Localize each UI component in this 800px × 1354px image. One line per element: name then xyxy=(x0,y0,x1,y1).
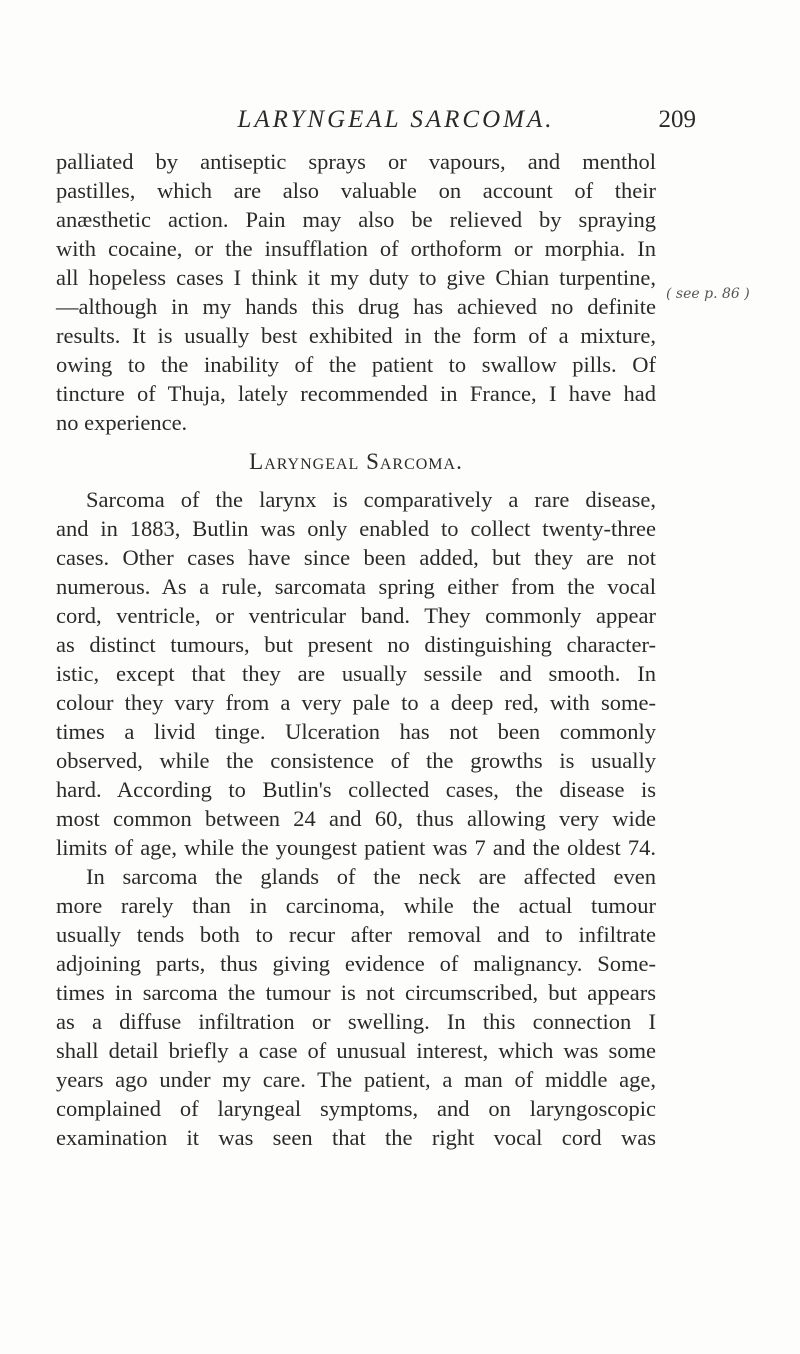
handwritten-margin-note: ( see p. 86 ) xyxy=(666,286,750,302)
text-line: times a livid tinge. Ulceration has not been commonly xyxy=(56,719,656,744)
text-line: all hopeless cases I think it my duty to give Chian turpentine, xyxy=(56,265,656,290)
text-line: most common between 24 and 60, thus allowing very wide xyxy=(56,806,656,831)
text-line: adjoining parts, thus giving evidence of malignancy. Some- xyxy=(56,951,656,976)
text-line: complained of laryngeal symptoms, and on laryngoscopic xyxy=(56,1096,656,1121)
running-title: LARYNGEAL SARCOMA. xyxy=(237,106,555,133)
text-line: as distinct tumours, but present no distinguishing character- xyxy=(56,632,656,657)
text-line: In sarcoma the glands of the neck are affected even xyxy=(86,864,656,889)
text-line: with cocaine, or the insufflation of orthoform or morphia. In xyxy=(56,236,656,261)
text-line: results. It is usually best exhibited in the form of a mixture, xyxy=(56,323,656,348)
body-text xyxy=(56,147,656,1152)
section-heading: Laryngeal Sarcoma. xyxy=(249,449,463,474)
text-line: colour they vary from a very pale to a deep red, with some- xyxy=(56,690,656,715)
text-line: examination it was seen that the right vocal cord was xyxy=(56,1125,656,1150)
text-line: years ago under my care. The patient, a man of middle age, xyxy=(56,1067,656,1092)
text-line: hard. According to Butlin's collected cases, the disease is xyxy=(56,777,656,802)
paragraph-sarcoma-intro xyxy=(56,485,656,862)
text-line: anæsthetic action. Pain may also be relieved by spraying xyxy=(56,207,656,232)
text-line: owing to the inability of the patient to swallow pills. Of xyxy=(56,352,656,377)
text-line: usually tends both to recur after removal and to infiltrate xyxy=(56,922,656,947)
text-line: limits of age, while the youngest patient was 7 and the oldest 74. xyxy=(56,835,656,860)
text-line: tincture of Thuja, lately recommended in France, I have had xyxy=(56,381,656,406)
text-line: observed, while the consistence of the growths is usually xyxy=(56,748,656,773)
text-line: and in 1883, Butlin was only enabled to collect twenty-three xyxy=(56,516,656,541)
text-line: shall detail briefly a case of unusual interest, which was some xyxy=(56,1038,656,1063)
text-line: times in sarcoma the tumour is not circumscribed, but appears xyxy=(56,980,656,1005)
text-line: istic, except that they are usually sessile and smooth. In xyxy=(56,661,656,686)
running-header xyxy=(96,100,696,140)
text-line: no experience. xyxy=(56,410,188,435)
text-line: —although in my hands this drug has achieved no definite xyxy=(56,294,656,319)
text-line: palliated by antiseptic sprays or vapours, and menthol xyxy=(56,149,656,174)
paragraph-sarcoma-glands xyxy=(56,862,656,1152)
text-line: more rarely than in carcinoma, while the actual tumour xyxy=(56,893,656,918)
text-line: pastilles, which are also valuable on account of their xyxy=(56,178,656,203)
text-line: cases. Other cases have since been added, but they are not xyxy=(56,545,656,570)
text-line: numerous. As a rule, sarcomata spring either from the vocal xyxy=(56,574,656,599)
text-line: as a diffuse infiltration or swelling. In this connection I xyxy=(56,1009,656,1034)
paragraph-continued xyxy=(56,147,656,437)
text-line: cord, ventricle, or ventricular band. They commonly appear xyxy=(56,603,656,628)
page-number: 209 xyxy=(658,106,696,133)
text-line: Sarcoma of the larynx is comparatively a rare disease, xyxy=(86,487,656,512)
